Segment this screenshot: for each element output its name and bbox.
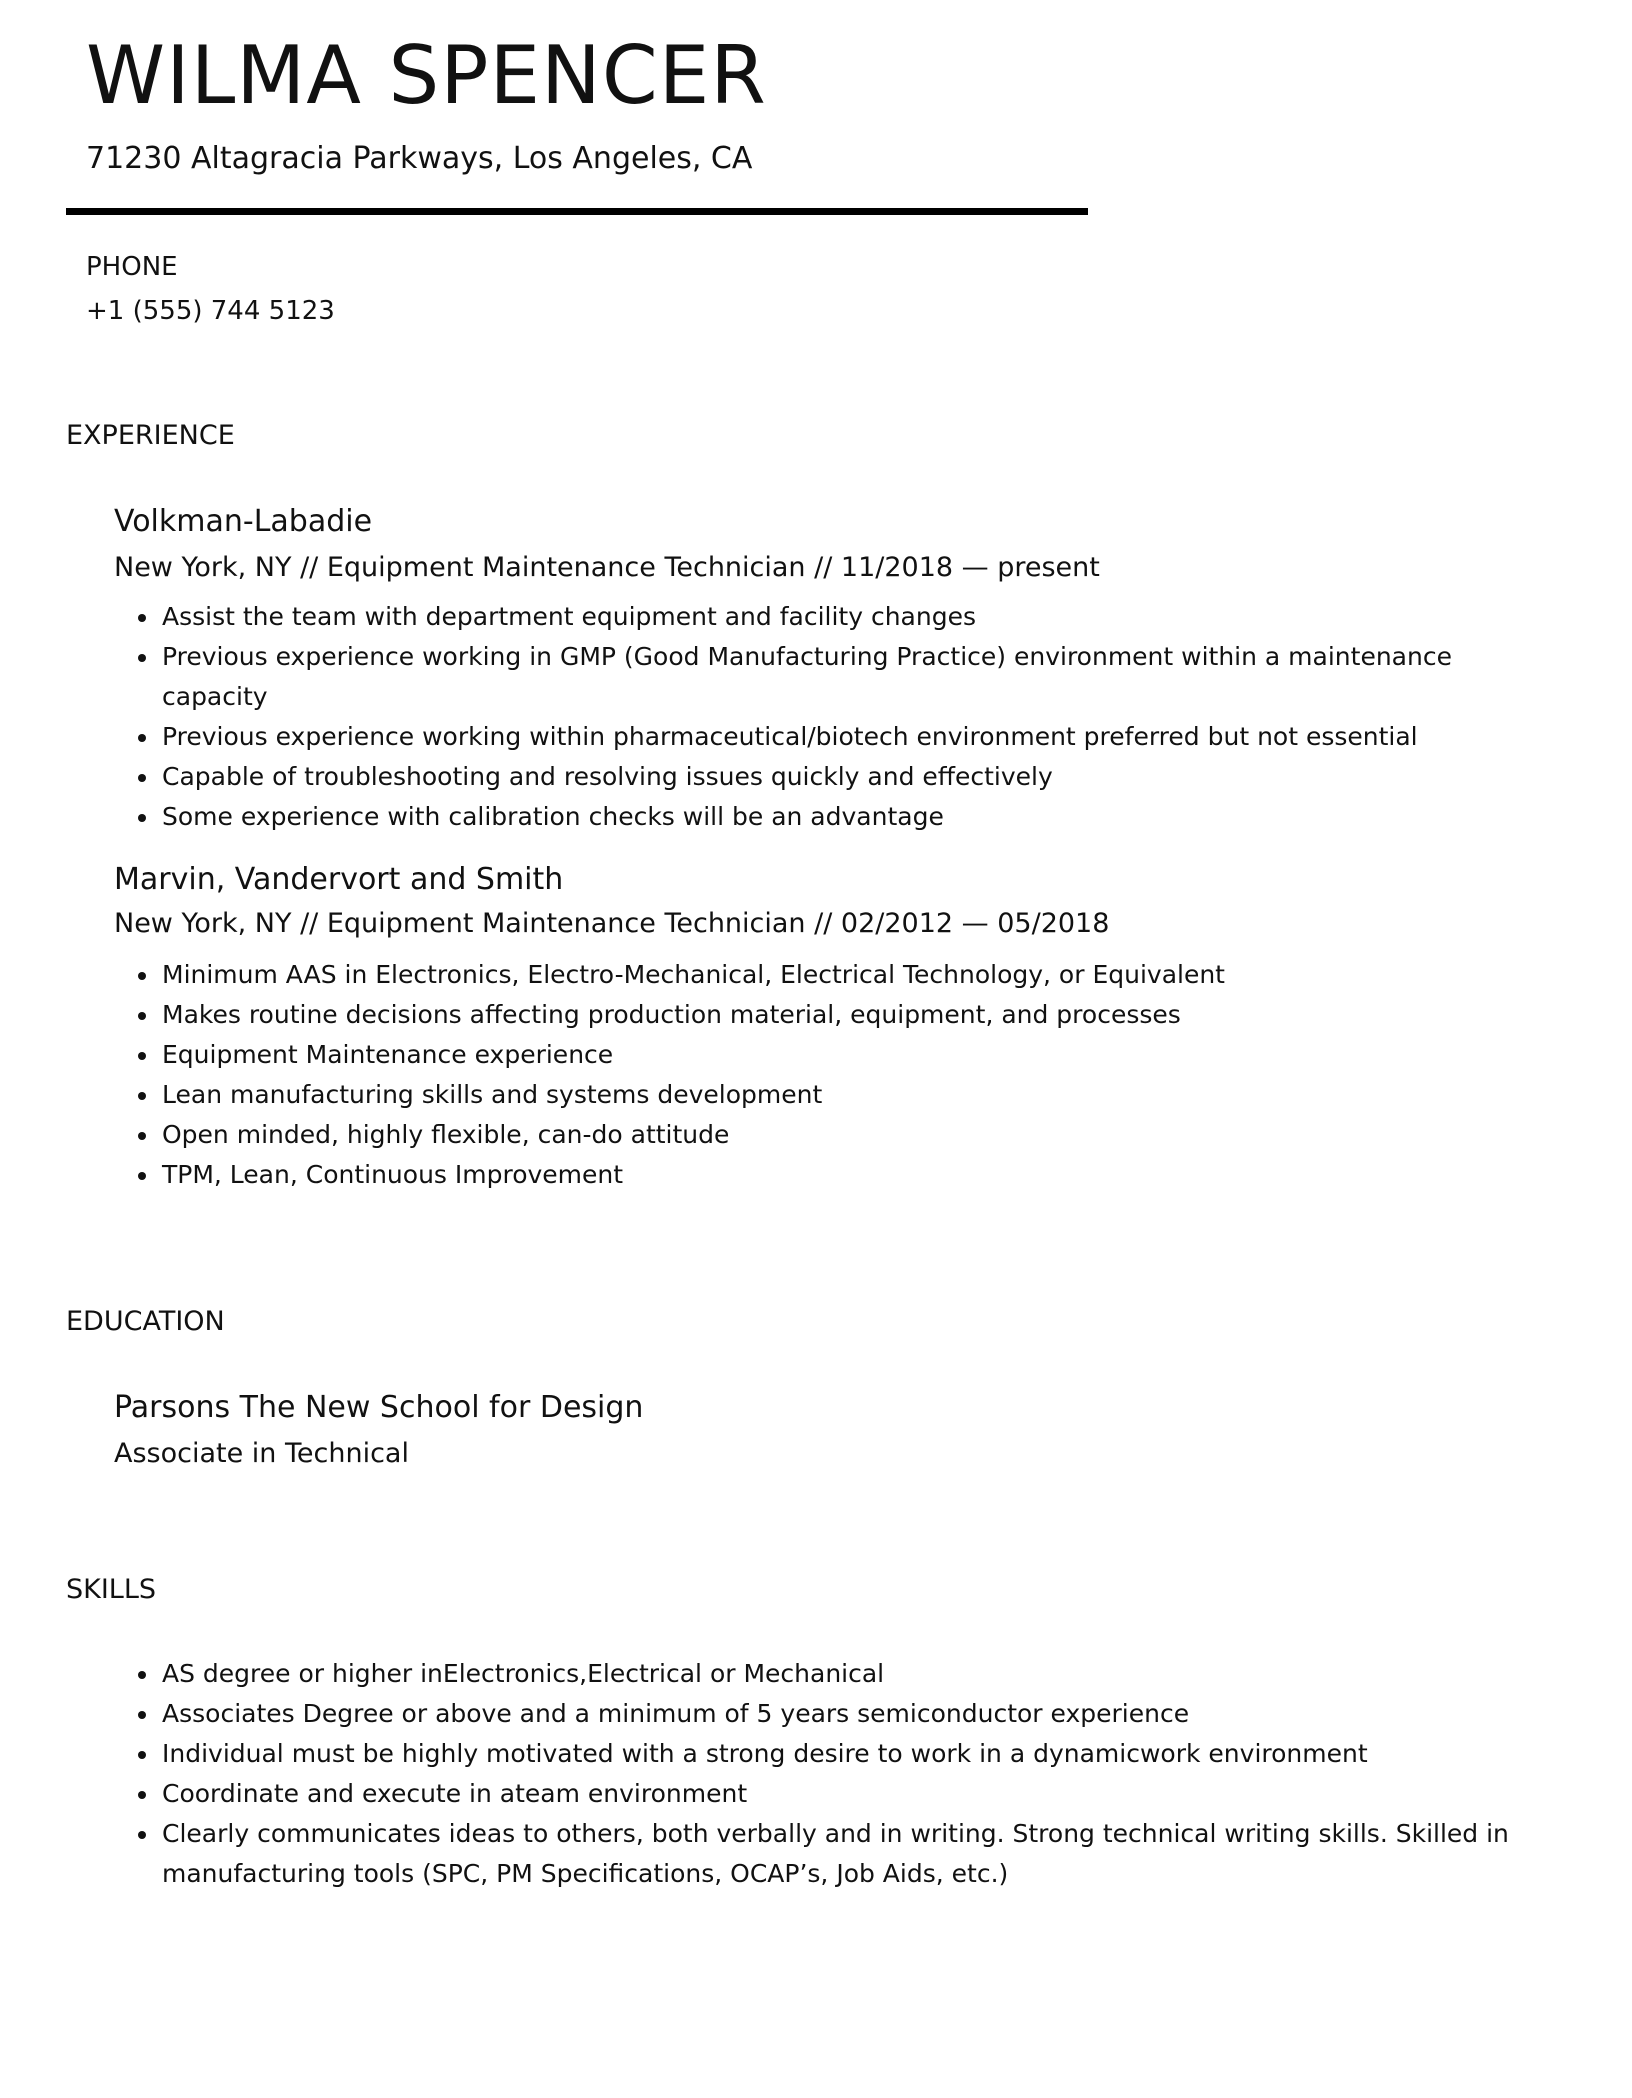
phone-label: PHONE xyxy=(86,252,178,282)
job-bullet-list xyxy=(114,597,1554,837)
skill-item: Clearly communicates ideas to others, both verbally and in writing. Strong technical writing skills. Skilled in manufacturing tools (SPC, PM Specifications, OCAP’s, Job Aids, etc.) xyxy=(114,1814,1554,1894)
job-bullet: Minimum AAS in Electronics, Electro-Mechanical, Electrical Technology, or Equivalent xyxy=(114,955,1554,995)
job-bullet: Previous experience working in GMP (Good Manufacturing Practice) environment within a maintenance capacity xyxy=(114,637,1554,717)
job-bullet: Lean manufacturing skills and systems development xyxy=(114,1075,1554,1115)
education-school: Parsons The New School for Design xyxy=(114,1390,644,1425)
job-bullet: Some experience with calibration checks will be an advantage xyxy=(114,797,1554,837)
job-bullet: Capable of troubleshooting and resolving issues quickly and effectively xyxy=(114,757,1554,797)
job-bullet: Previous experience working within pharmaceutical/biotech environment preferred but not essential xyxy=(114,717,1554,757)
phone-value: +1 (555) 744 5123 xyxy=(86,296,335,326)
skills-list xyxy=(114,1654,1554,1894)
skill-item: Associates Degree or above and a minimum of 5 years semiconductor experience xyxy=(114,1694,1554,1734)
skills-section-title: SKILLS xyxy=(66,1574,157,1605)
job-company: Volkman-Labadie xyxy=(114,504,373,539)
job-bullet: Open minded, highly flexible, can-do attitude xyxy=(114,1115,1554,1155)
job-details: New York, NY // Equipment Maintenance Technician // 02/2012 — 05/2018 xyxy=(114,908,1110,939)
job-bullet-list xyxy=(114,955,1554,1195)
job-bullet: TPM, Lean, Continuous Improvement xyxy=(114,1155,1554,1195)
job-details: New York, NY // Equipment Maintenance Technician // 11/2018 — present xyxy=(114,552,1100,583)
skill-item: AS degree or higher inElectronics,Electrical or Mechanical xyxy=(114,1654,1554,1694)
candidate-address: 71230 Altagracia Parkways, Los Angeles, CA xyxy=(86,141,753,176)
candidate-name: WILMA SPENCER xyxy=(86,29,767,122)
skill-item: Coordinate and execute in ateam environment xyxy=(114,1774,1554,1814)
job-bullet: Equipment Maintenance experience xyxy=(114,1035,1554,1075)
skill-item: Individual must be highly motivated with a strong desire to work in a dynamicwork environment xyxy=(114,1734,1554,1774)
job-company: Marvin, Vandervort and Smith xyxy=(114,862,564,897)
education-degree: Associate in Technical xyxy=(114,1438,409,1469)
header-divider xyxy=(66,208,1088,215)
education-section-title: EDUCATION xyxy=(66,1306,225,1337)
job-bullet: Makes routine decisions affecting production material, equipment, and processes xyxy=(114,995,1554,1035)
experience-section-title: EXPERIENCE xyxy=(66,420,235,451)
job-bullet: Assist the team with department equipment and facility changes xyxy=(114,597,1554,637)
